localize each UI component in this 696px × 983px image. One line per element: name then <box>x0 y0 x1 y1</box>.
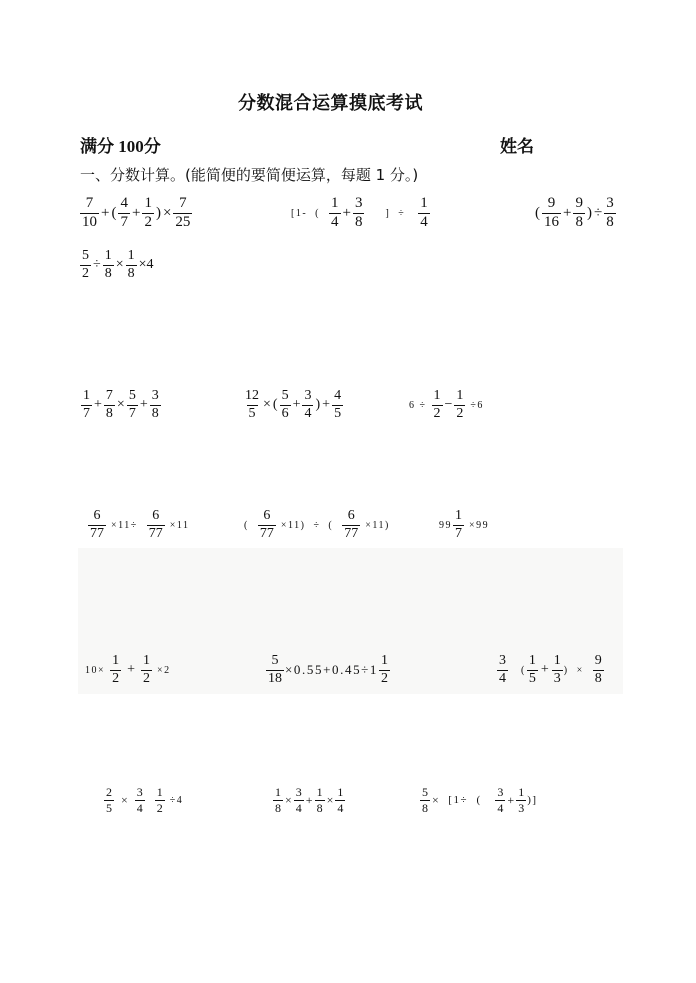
expression-text: ÷6 <box>466 399 484 411</box>
fraction <box>294 785 304 814</box>
numerator: 1 <box>112 652 120 668</box>
full-score-label: 满分 100分 <box>80 137 161 156</box>
fraction <box>379 653 390 687</box>
fraction <box>332 388 343 422</box>
fraction <box>118 195 130 231</box>
fraction <box>329 195 341 231</box>
fraction <box>135 785 145 814</box>
numerator: 1 <box>433 387 441 403</box>
math-operator: + <box>563 204 572 221</box>
denominator: 2 <box>156 800 163 815</box>
fraction <box>110 653 121 687</box>
numerator: 6 <box>347 507 355 523</box>
fraction <box>495 785 505 814</box>
numerator: 1 <box>127 247 135 263</box>
denominator: 77 <box>259 525 274 541</box>
denominator: 4 <box>331 213 339 230</box>
math-operator: + <box>101 204 110 221</box>
expression-text: 10× <box>85 664 110 676</box>
numerator: 5 <box>128 387 136 403</box>
fraction <box>315 785 325 814</box>
denominator: 16 <box>544 213 559 230</box>
student-name-label: 姓名 <box>500 137 534 157</box>
fraction <box>280 388 291 422</box>
problem-1 <box>79 193 193 233</box>
numerator: 3 <box>151 387 159 403</box>
math-operator: × <box>121 792 128 807</box>
numerator: 3 <box>497 785 504 800</box>
expression-text: ×11) ÷ ( <box>276 519 342 531</box>
fraction <box>243 388 261 422</box>
fraction <box>432 388 443 422</box>
numerator: 7 <box>105 387 113 403</box>
problem-4 <box>79 245 155 285</box>
problem-16 <box>419 780 538 820</box>
math-operator: ×4 <box>138 257 154 272</box>
numerator: 9 <box>575 194 583 211</box>
problem-9 <box>244 505 390 545</box>
fraction <box>104 388 115 422</box>
math-operator: ) <box>315 397 321 412</box>
expression-text: ×2 <box>153 664 171 676</box>
fraction <box>147 508 165 542</box>
denominator: 77 <box>148 525 163 541</box>
problem-3 <box>534 193 617 233</box>
fraction <box>80 195 99 231</box>
denominator: 8 <box>575 213 583 230</box>
math-operator: + <box>507 792 515 807</box>
expression-text: 6 ÷ <box>409 399 431 411</box>
denominator: 6 <box>281 405 289 421</box>
math-operator: ÷ <box>93 257 101 272</box>
numerator: 1 <box>528 652 536 668</box>
math-operator: + <box>131 204 141 221</box>
math-operator: + <box>540 662 549 677</box>
page-title: 分数混合运算摸底考试 <box>238 93 423 114</box>
fraction <box>573 195 585 231</box>
denominator: 2 <box>112 670 120 686</box>
denominator: 8 <box>104 265 112 281</box>
math-operator: × <box>162 204 172 221</box>
math-operator: × <box>432 792 439 807</box>
expression-text: ×11) <box>361 519 390 531</box>
section-heading: 一、分数计算。(能简便的要简便运算，每题 1 分。) <box>80 166 419 184</box>
math-operator: + <box>322 397 331 412</box>
numerator: 1 <box>83 387 90 403</box>
fraction <box>497 653 508 687</box>
numerator: 2 <box>106 785 112 800</box>
numerator: 9 <box>594 652 602 668</box>
numerator: 1 <box>104 247 112 263</box>
fraction <box>342 508 360 542</box>
denominator: 10 <box>82 213 97 230</box>
expression-text: [1÷ ( <box>439 794 495 806</box>
math-operator: × <box>116 397 125 412</box>
denominator: 2 <box>456 405 464 421</box>
denominator: 8 <box>354 213 363 230</box>
numerator: 1 <box>337 785 344 800</box>
fraction <box>302 388 313 422</box>
math-operator: ( <box>272 397 278 412</box>
denominator: 5 <box>106 800 112 815</box>
math-operator: − <box>444 397 453 412</box>
fraction <box>527 653 538 687</box>
math-operator: + <box>292 397 301 412</box>
problem-11 <box>85 650 171 690</box>
denominator: 5 <box>248 405 256 421</box>
numerator: 7 <box>179 194 187 211</box>
numerator: 12 <box>245 387 259 403</box>
denominator: 7 <box>455 525 462 541</box>
fraction <box>81 388 92 422</box>
denominator: 2 <box>82 265 89 281</box>
denominator: 7 <box>120 213 128 230</box>
math-operator: + <box>94 397 102 412</box>
numerator: 6 <box>263 507 271 523</box>
numerator: 3 <box>295 785 302 800</box>
fraction <box>141 653 152 687</box>
numerator: 1 <box>455 507 462 523</box>
fraction <box>335 785 345 814</box>
denominator: 3 <box>553 670 561 686</box>
numerator: 9 <box>547 194 556 211</box>
math-operator: × <box>326 792 334 807</box>
math-operator: ( <box>535 204 540 221</box>
numerator: 3 <box>304 387 312 403</box>
math-operator: × <box>263 397 271 412</box>
fraction <box>88 508 106 542</box>
expression-text: ×11÷ <box>107 519 146 531</box>
denominator: 7 <box>128 405 136 421</box>
problem-7 <box>409 385 484 425</box>
numerator: 1 <box>456 387 464 403</box>
numerator: 5 <box>281 387 289 403</box>
numerator: 7 <box>85 194 94 211</box>
denominator: 2 <box>143 670 151 686</box>
expression-text: ×11 <box>165 519 190 531</box>
numerator: 6 <box>93 507 101 523</box>
denominator: 8 <box>151 405 159 421</box>
math-operator: + <box>127 662 136 677</box>
fraction <box>552 653 563 687</box>
denominator: 8 <box>127 265 135 281</box>
numerator: 1 <box>381 652 388 668</box>
fraction <box>126 248 137 282</box>
numerator: 1 <box>420 194 428 211</box>
denominator: 2 <box>144 213 152 230</box>
numerator: 1 <box>553 652 561 668</box>
problem-12 <box>265 650 391 690</box>
denominator: 4 <box>295 800 302 815</box>
expression-text: [1- ( <box>291 207 328 219</box>
fraction <box>516 785 526 814</box>
problem-6 <box>242 385 344 425</box>
numerator: 1 <box>144 194 152 211</box>
denominator: 2 <box>433 405 441 421</box>
fraction <box>142 195 154 231</box>
fraction <box>418 195 430 231</box>
fraction <box>604 195 616 231</box>
denominator: 8 <box>594 670 602 686</box>
math-operator: + <box>342 204 351 221</box>
denominator: 18 <box>268 670 282 686</box>
numerator: 1 <box>275 785 281 800</box>
denominator: 4 <box>497 800 504 815</box>
numerator: 3 <box>499 652 506 668</box>
expression-text: ÷4 <box>169 794 184 806</box>
denominator: 5 <box>528 670 536 686</box>
denominator: 8 <box>105 405 113 421</box>
denominator: 2 <box>381 670 388 686</box>
denominator: 77 <box>344 525 359 541</box>
fraction <box>420 785 430 814</box>
denominator: 4 <box>136 800 143 815</box>
fraction <box>173 195 192 231</box>
denominator: 4 <box>420 213 428 230</box>
fraction <box>266 653 284 687</box>
fraction <box>453 508 464 542</box>
numerator: 1 <box>143 652 151 668</box>
denominator: 4 <box>337 800 344 815</box>
expression-text: ) × <box>563 664 592 676</box>
fraction <box>593 653 604 687</box>
math-operator: × <box>285 792 292 807</box>
numerator: 3 <box>136 785 143 800</box>
denominator: 4 <box>304 405 312 421</box>
math-operator: ) <box>586 204 592 221</box>
problem-15 <box>272 780 346 820</box>
denominator: 77 <box>90 525 104 541</box>
numerator: 6 <box>152 507 160 523</box>
numerator: 1 <box>156 785 163 800</box>
numerator: 3 <box>354 194 363 211</box>
fraction <box>104 785 114 814</box>
problem-10 <box>439 505 489 545</box>
fraction <box>103 248 114 282</box>
numerator: 4 <box>334 387 342 403</box>
denominator: 3 <box>518 800 525 815</box>
fraction <box>258 508 276 542</box>
math-operator: + <box>139 397 148 412</box>
math-operator: × <box>115 257 124 272</box>
fraction <box>127 388 138 422</box>
problem-8 <box>87 505 190 545</box>
numerator: 5 <box>82 247 89 263</box>
denominator: 8 <box>422 800 428 815</box>
problem-13 <box>496 650 605 690</box>
fraction <box>150 388 161 422</box>
denominator: 8 <box>275 800 281 815</box>
problem-5 <box>80 385 162 425</box>
fraction <box>80 248 91 282</box>
denominator: 8 <box>316 800 323 815</box>
expression-text: 99 <box>439 519 452 531</box>
fraction <box>155 785 165 814</box>
math-operator: + <box>305 792 313 807</box>
expression-text: ( <box>244 519 257 531</box>
fraction <box>542 195 561 231</box>
problem-2 <box>291 193 431 233</box>
denominator: 8 <box>606 213 614 230</box>
denominator: 4 <box>499 670 506 686</box>
expression-text: )] <box>527 794 538 806</box>
numerator: 4 <box>120 194 128 211</box>
problem-14 <box>99 780 183 820</box>
numerator: 1 <box>331 194 339 211</box>
expression-text: ] ÷ <box>365 207 418 219</box>
denominator: 25 <box>175 213 191 230</box>
denominator: 7 <box>83 405 90 421</box>
math-operator: ÷ <box>593 204 603 221</box>
numerator: 5 <box>271 652 279 668</box>
numerator: 5 <box>422 785 428 800</box>
numerator: 3 <box>606 194 614 211</box>
fraction <box>353 195 365 231</box>
numerator: 1 <box>518 785 525 800</box>
fraction <box>454 388 465 422</box>
expression-text: ( <box>509 664 526 676</box>
numerator: 1 <box>316 785 323 800</box>
fraction <box>273 785 283 814</box>
expression-text: ×99 <box>465 519 490 531</box>
expression-text: ×0.55+0.45÷1 <box>285 662 378 677</box>
denominator: 5 <box>334 405 342 421</box>
math-operator: ) <box>155 204 161 221</box>
math-operator: ( <box>111 204 117 221</box>
